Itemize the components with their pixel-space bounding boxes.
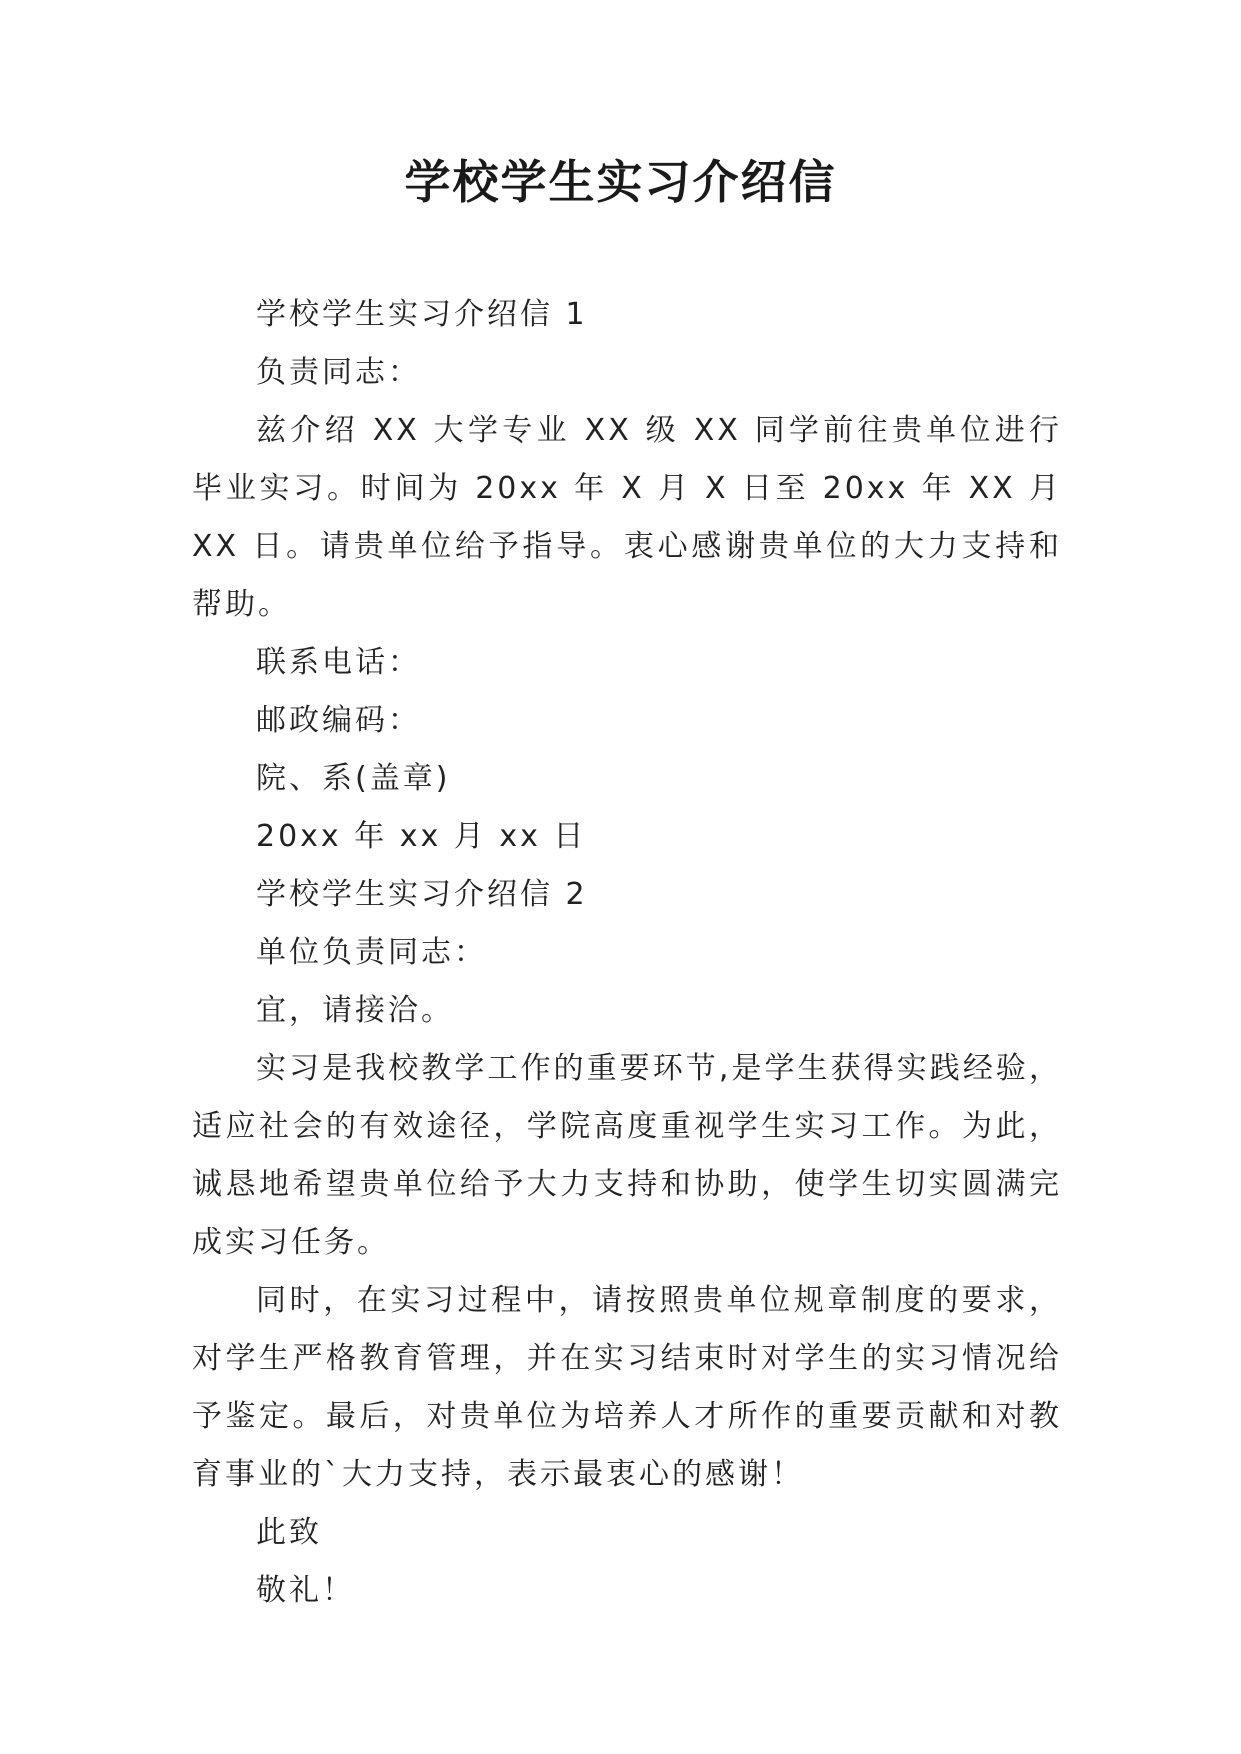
document-body	[192, 286, 1062, 1620]
letter-2-body-2: 同时，在实习过程中，请按照贵单位规章制度的要求，对学生严格教育管理，并在实习结束时对学生的实习情况给予鉴定。最后，对贵单位为培养人才所作的重要贡献和对教育事业的`大力支持，表示最衷心的感谢！	[192, 1283, 1062, 1492]
document-title: 学校学生实习介绍信	[404, 155, 837, 209]
letter-1-postcode: 邮政编码：	[256, 703, 421, 738]
letter-2-closing: 此致	[256, 1515, 322, 1550]
letter-1-seal: 院、系(盖章)	[256, 761, 451, 796]
letter-2-body-1: 实习是我校教学工作的重要环节,是学生获得实践经验，适应社会的有效途径，学院高度重视学生实习工作。为此，诚恳地希望贵单位给予大力支持和协助，使学生切实圆满完成实习任务。	[192, 1051, 1062, 1260]
letter-1-body: 兹介绍 XX 大学专业 XX 级 XX 同学前往贵单位进行毕业实习。时间为 20xx 年 X 月 X 日至 20xx 年 XX 月 XX 日。请贵单位给予指导。衷心感谢贵单位的大力支持和帮助。	[192, 413, 1062, 622]
letter-2-regards: 敬礼！	[256, 1573, 355, 1608]
letter-2-heading: 学校学生实习介绍信 2	[256, 877, 588, 912]
letter-1-phone: 联系电话：	[256, 645, 421, 680]
letter-1-heading: 学校学生实习介绍信 1	[256, 297, 588, 332]
letter-1-date: 20xx 年 xx 月 xx 日	[256, 819, 587, 854]
letter-2-intro: 宜，请接洽。	[256, 993, 454, 1028]
letter-1-salutation: 负责同志：	[256, 355, 421, 390]
letter-2-salutation: 单位负责同志：	[256, 935, 487, 970]
